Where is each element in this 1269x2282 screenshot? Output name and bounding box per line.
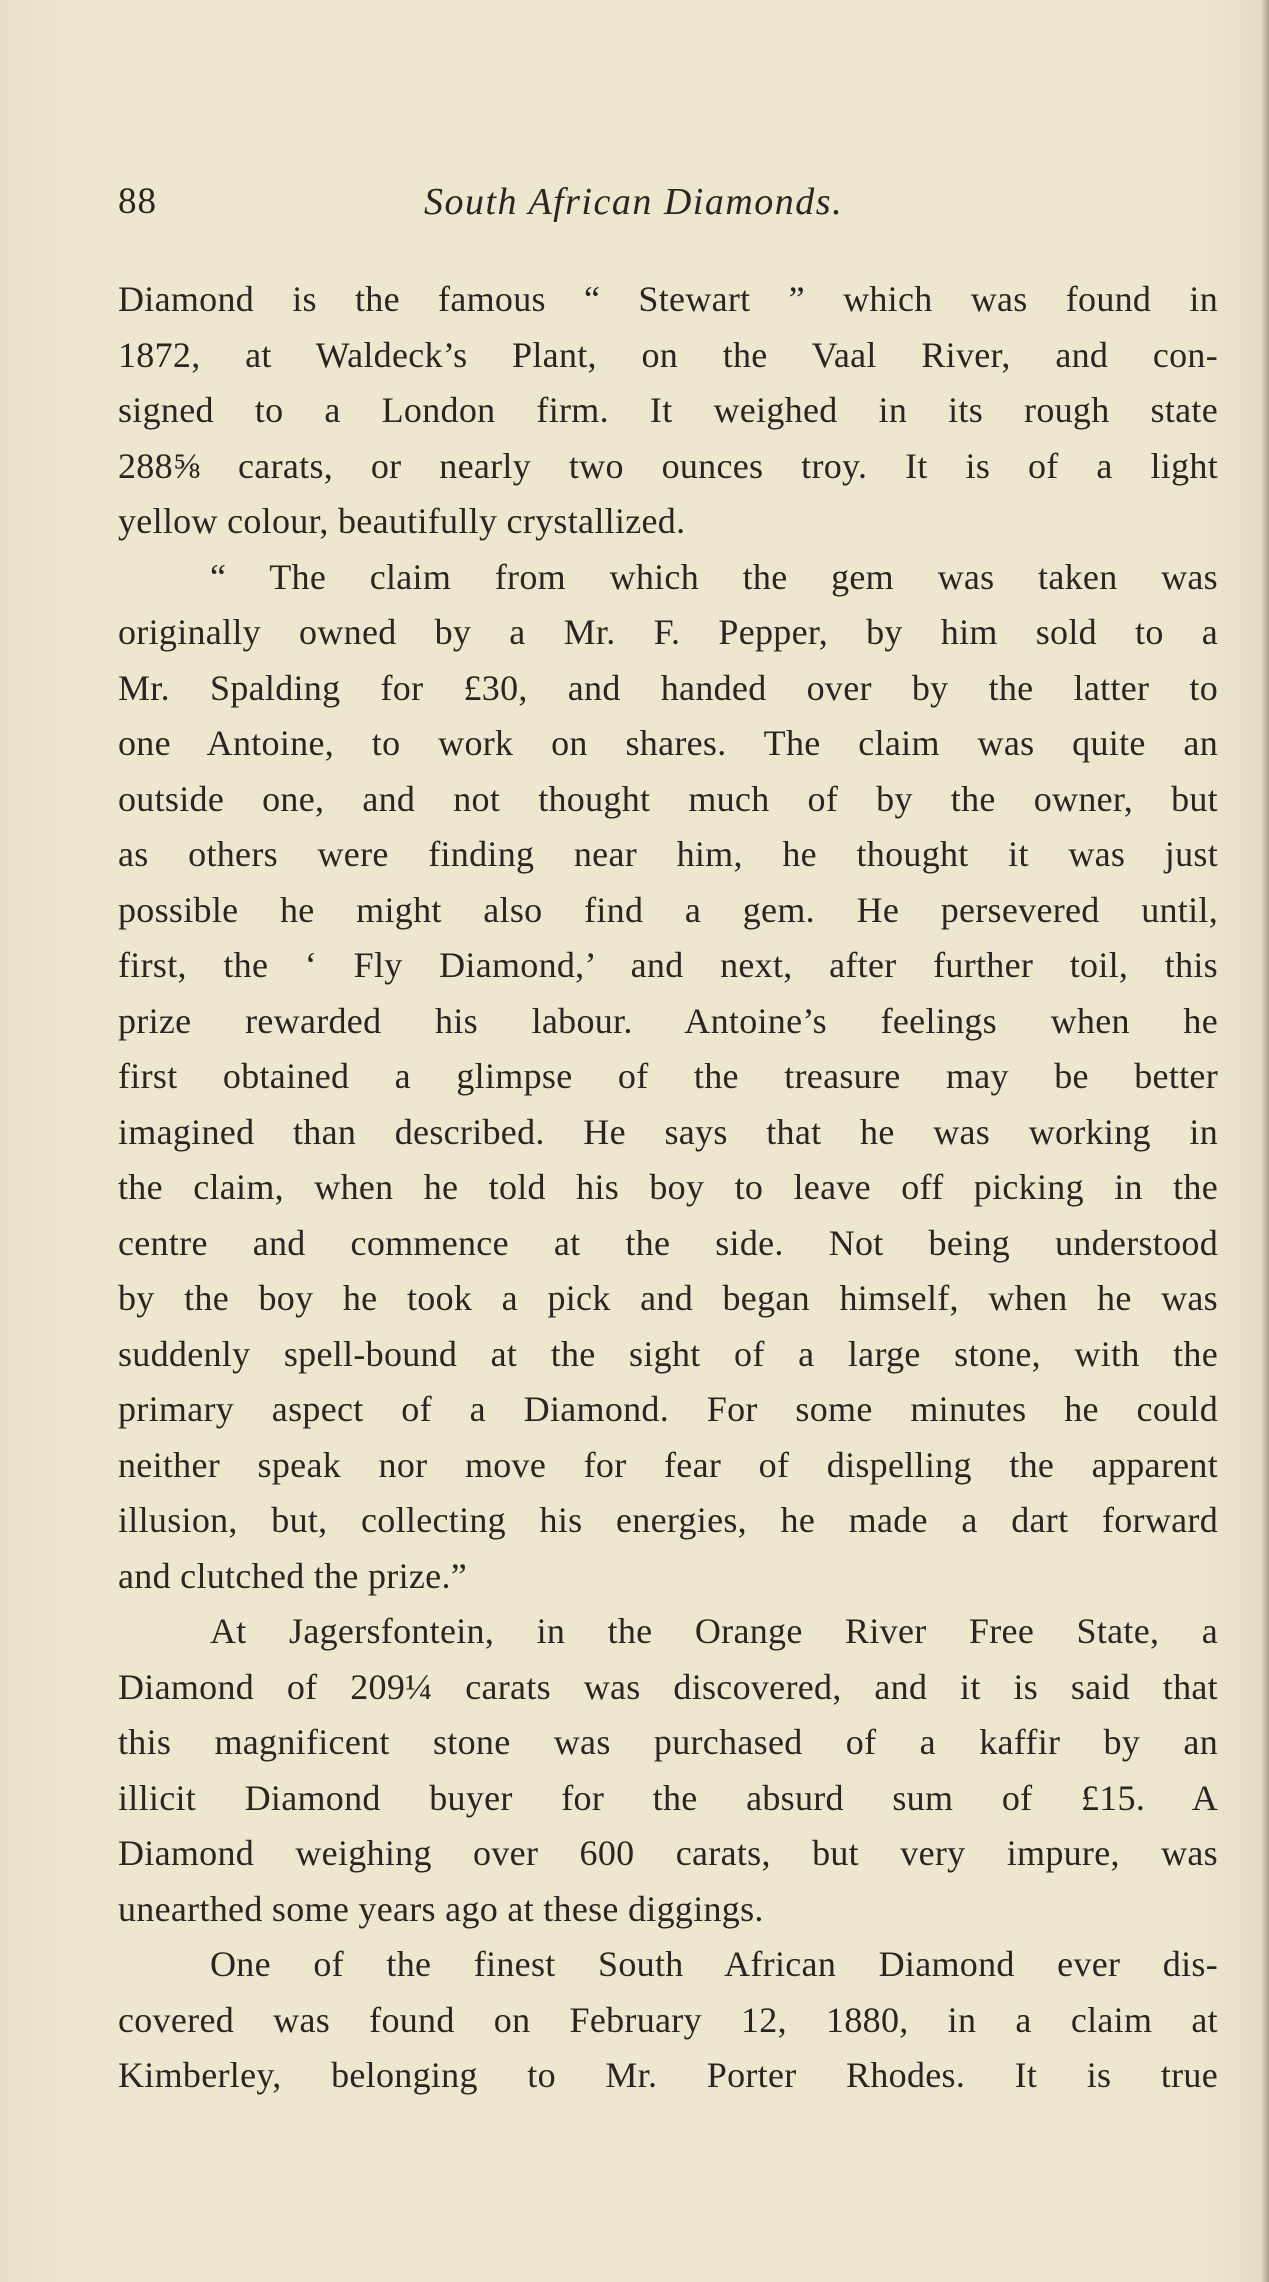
text-line: Diamond weighing over 600 carats, but very impure, was	[118, 1833, 1218, 1873]
page-edge-shadow	[1261, 0, 1269, 2282]
running-title: South African Diamonds.	[424, 181, 844, 223]
text-line: illicit Diamond buyer for the absurd sum of £15. A	[118, 1777, 1218, 1818]
text-line: this magnificent stone was purchased of a kaffir by an	[118, 1722, 1218, 1762]
text-line: possible he might also find a gem. He persevered until,	[118, 889, 1218, 930]
text-line: neither speak nor move for fear of dispelling the apparent	[118, 1444, 1218, 1485]
text-line: signed to a London firm. It weighed in its rough state	[118, 390, 1218, 430]
text-line: one Antoine, to work on shares. The claim was quite an	[118, 723, 1218, 763]
body-text	[118, 272, 1218, 2104]
text-line: Kimberley, belonging to Mr. Porter Rhodes. It is true	[118, 2055, 1218, 2095]
text-line: 288⅝ carats, or nearly two ounces troy. It is of a light	[118, 445, 1218, 486]
text-line: the claim, when he told his boy to leave off picking in the	[118, 1167, 1218, 1207]
text-line: as others were finding near him, he thought it was just	[118, 834, 1218, 874]
text-line: Mr. Spalding for £30, and handed over by the latter to	[118, 667, 1218, 708]
text-line: 1872, at Waldeck’s Plant, on the Vaal River, and con-	[118, 334, 1218, 375]
text-line: suddenly spell-bound at the sight of a large stone, with the	[118, 1333, 1218, 1374]
text-line: illusion, but, collecting his energies, he made a dart forward	[118, 1500, 1218, 1540]
text-line: One of the finest South African Diamond ever dis-	[210, 1944, 1218, 1984]
text-line: first, the ‘ Fly Diamond,’ and next, after further toil, this	[118, 945, 1218, 985]
text-line: originally owned by a Mr. F. Pepper, by him sold to a	[118, 612, 1218, 652]
text-line: first obtained a glimpse of the treasure may be better	[118, 1056, 1218, 1096]
text-line: primary aspect of a Diamond. For some minutes he could	[118, 1389, 1218, 1429]
text-line: imagined than described. He says that he was working in	[118, 1111, 1218, 1152]
page-number: 88	[118, 181, 157, 222]
text-line: and clutched the prize.”	[118, 1555, 468, 1596]
text-line: “ The claim from which the gem was taken was	[210, 556, 1218, 597]
text-line: centre and commence at the side. Not being understood	[118, 1222, 1218, 1263]
text-line: covered was found on February 12, 1880, in a claim at	[118, 1999, 1218, 2040]
text-line: outside one, and not thought much of by the owner, but	[118, 778, 1218, 819]
text-line: unearthed some years ago at these diggings.	[118, 1888, 764, 1929]
running-head	[118, 180, 1218, 230]
text-line: prize rewarded his labour. Antoine’s feelings when he	[118, 1000, 1218, 1041]
text-line: At Jagersfontein, in the Orange River Free State, a	[210, 1611, 1218, 1651]
text-line: yellow colour, beautifully crystallized.	[118, 501, 686, 541]
text-line: Diamond of 209¼ carats was discovered, and it is said that	[118, 1666, 1218, 1707]
text-line: by the boy he took a pick and began himself, when he was	[118, 1278, 1218, 1318]
text-line: Diamond is the famous “ Stewart ” which was found in	[118, 279, 1218, 319]
